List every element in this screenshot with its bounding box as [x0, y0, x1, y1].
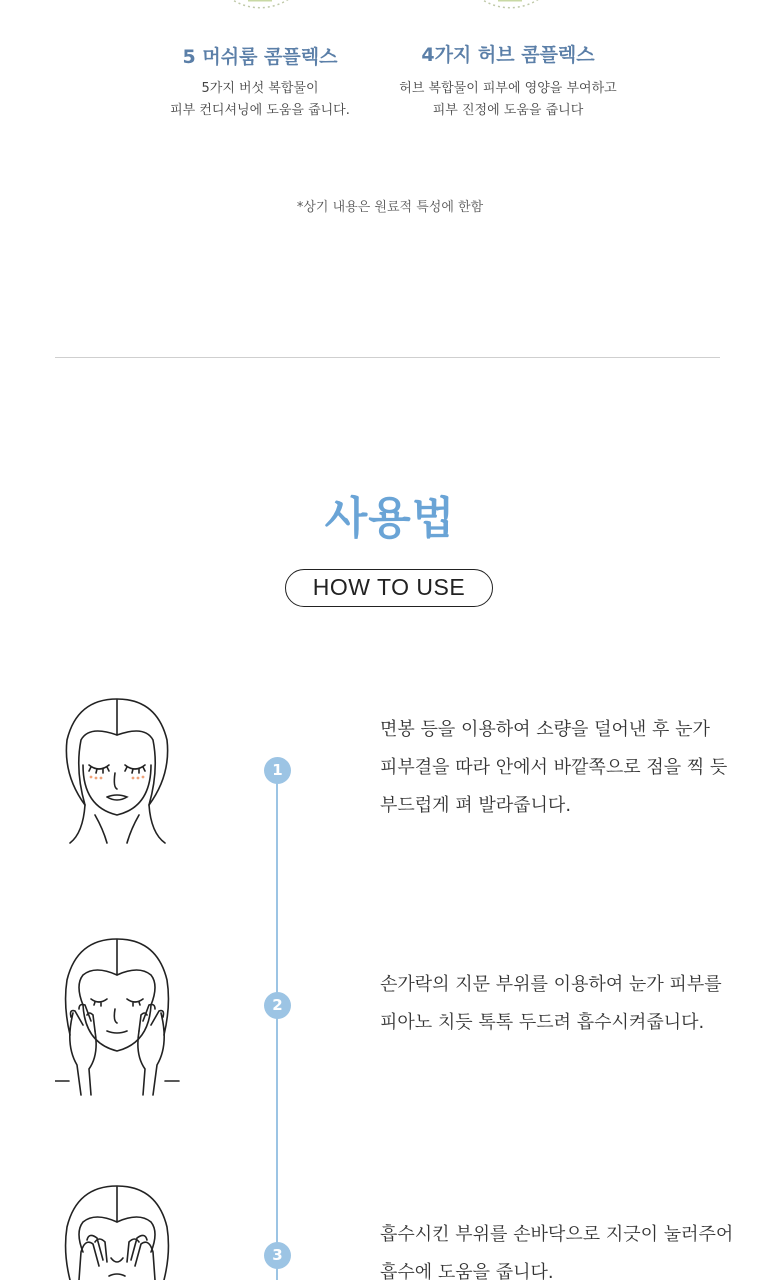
face-tapping-icon	[55, 935, 180, 1100]
step-text-line: 면봉 등을 이용하여 소량을 덜어낸 후 눈가	[380, 719, 710, 740]
step-text-3	[380, 1216, 740, 1280]
step-text-line: 피아노 치듯 톡톡 두드려 흡수시켜줍니다.	[380, 1012, 705, 1033]
ingredient-desc-line: 5가지 버섯 복합물이	[201, 81, 319, 96]
section-divider	[55, 357, 720, 358]
step-text-line: 손가락의 지문 부위를 이용하여 눈가 피부를	[380, 974, 722, 995]
step-text-1	[380, 711, 740, 825]
face-dotting-icon	[55, 695, 180, 845]
ingredient-desc-mushroom	[120, 78, 400, 122]
step-number-3: 3	[264, 1242, 291, 1269]
ingredient-desc-line: 피부 컨디셔닝에 도움을 줍니다.	[170, 103, 350, 118]
herb-complex-icon	[450, 0, 570, 20]
step-text-line: 피부결을 따라 안에서 바깥쪽으로 점을 찍 듯	[380, 757, 728, 778]
ingredient-title-mushroom: 5 머쉬룸 콤플렉스	[182, 46, 338, 68]
mushroom-complex-icon	[200, 0, 320, 20]
timeline-line	[276, 770, 278, 1280]
ingredient-title-herb: 4가지 허브 콤플렉스	[421, 44, 595, 66]
step-number-1: 1	[264, 757, 291, 784]
step-number-2: 2	[264, 992, 291, 1019]
step-text-line: 부드럽게 펴 발라줍니다.	[380, 795, 572, 816]
step-text-2	[380, 966, 740, 1042]
ingredient-desc-herb	[368, 78, 648, 122]
face-pressing-icon	[55, 1182, 180, 1280]
how-to-use-badge: HOW TO USE	[285, 569, 493, 607]
ingredient-desc-line: 허브 복합물이 피부에 영양을 부여하고	[399, 81, 617, 96]
ingredient-desc-line: 피부 진정에 도움을 줍니다	[432, 103, 584, 118]
how-to-use-title: 사용법	[324, 493, 456, 544]
footnote: *상기 내용은 원료적 특성에 한함	[296, 200, 484, 215]
step-text-line: 흡수시킨 부위를 손바닥으로 지긋이 눌러주어	[380, 1224, 734, 1245]
step-text-line: 흡수에 도움을 줍니다.	[380, 1262, 554, 1280]
